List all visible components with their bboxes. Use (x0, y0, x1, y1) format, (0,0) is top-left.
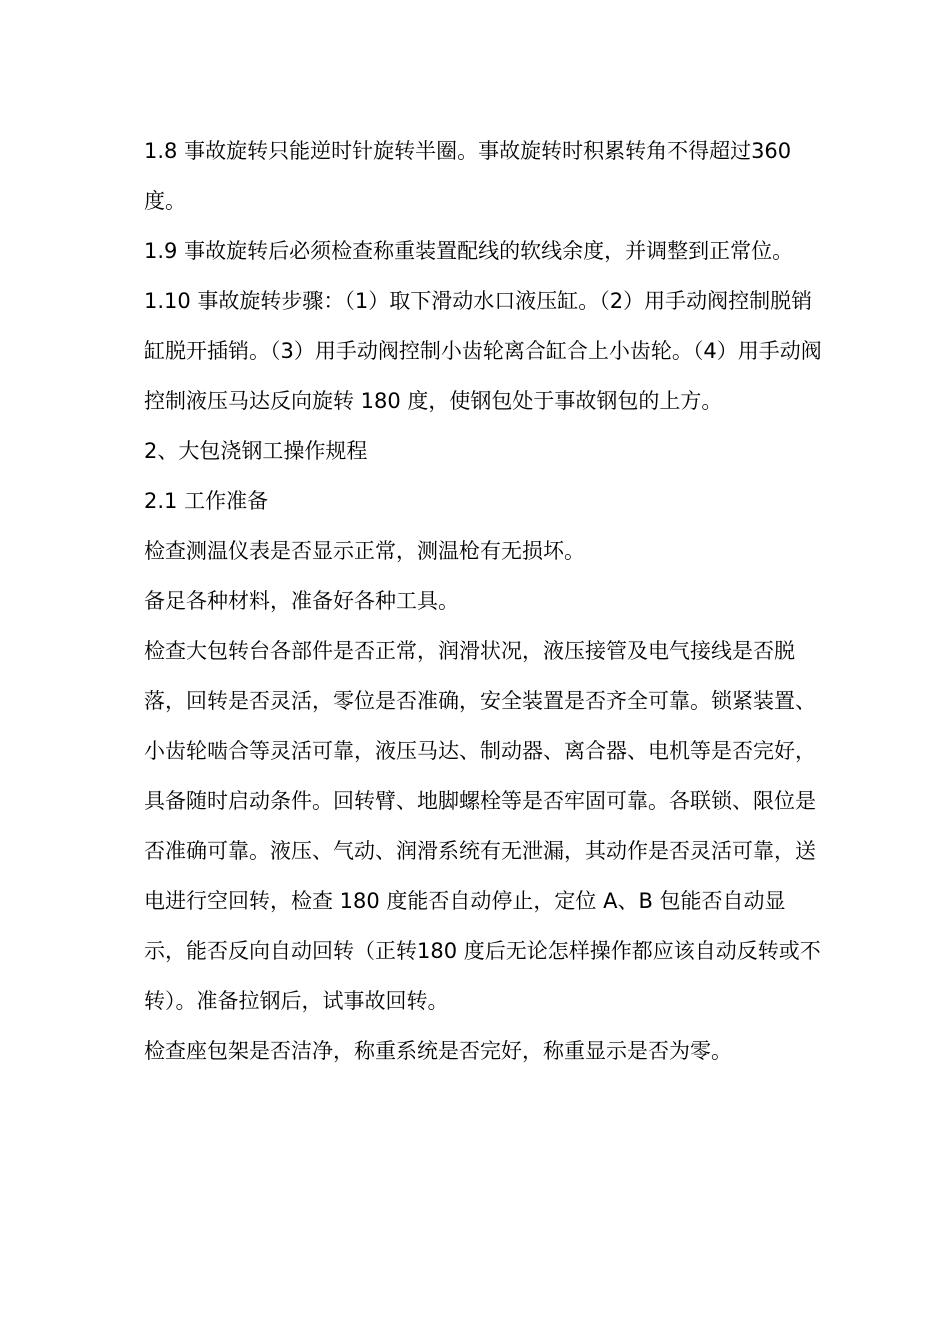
document-body (144, 126, 824, 1076)
paragraph-check-thermometer: 检查测温仪表是否显示正常，测温枪有无损坏。 (144, 539, 585, 563)
paragraph-1-10: 1.10 事故旋转步骤：（1）取下滑动水口液压缸。（2）用手动阀控制脱销缸脱开插销。（3）用手动阀控制小齿轮离合缸合上小齿轮。（4）用手动阀控制液压马达反向旋转 180 度，使钢包处于事故钢包的上方。 (144, 289, 822, 413)
subsection-heading-2-1: 2.1 工作准备 (144, 489, 269, 513)
paragraph-1-8: 1.8 事故旋转只能逆时针旋转半圈。事故旋转时积累转角不得超过360 度。 (144, 139, 798, 213)
paragraph-check-ladle-stand: 检查座包架是否洁净，称重系统是否完好，称重显示是否为零。 (144, 1039, 732, 1063)
section-heading-2: 2、大包浇钢工操作规程 (144, 439, 368, 463)
paragraph-prepare-materials: 备足各种材料，准备好各种工具。 (144, 589, 459, 613)
paragraph-check-turret: 检查大包转台各部件是否正常，润滑状况，液压接管及电气接线是否脱落，回转是否灵活，零位是否准确，安全装置是否齐全可靠。锁紧装置、小齿轮啮合等灵活可靠，液压马达、制动器、离合器、电机等是否完好，具备随时启动条件。回转臂、地脚螺栓等是否牢固可靠。各联锁、限位是否准确可靠。液压、气动、润滑系统有无泄漏，其动作是否灵活可靠，送电进行空回转，检查 180 度能否自动停止，定位 A、B 包能否自动显示，能否反向自动回转（正转180 度后无论怎样操作都应该自动反转或不转）。准备拉钢后，试事故回转。 (144, 639, 821, 1013)
paragraph-1-9: 1.9 事故旋转后必须检查称重装置配线的软线余度，并调整到正常位。 (144, 239, 794, 263)
